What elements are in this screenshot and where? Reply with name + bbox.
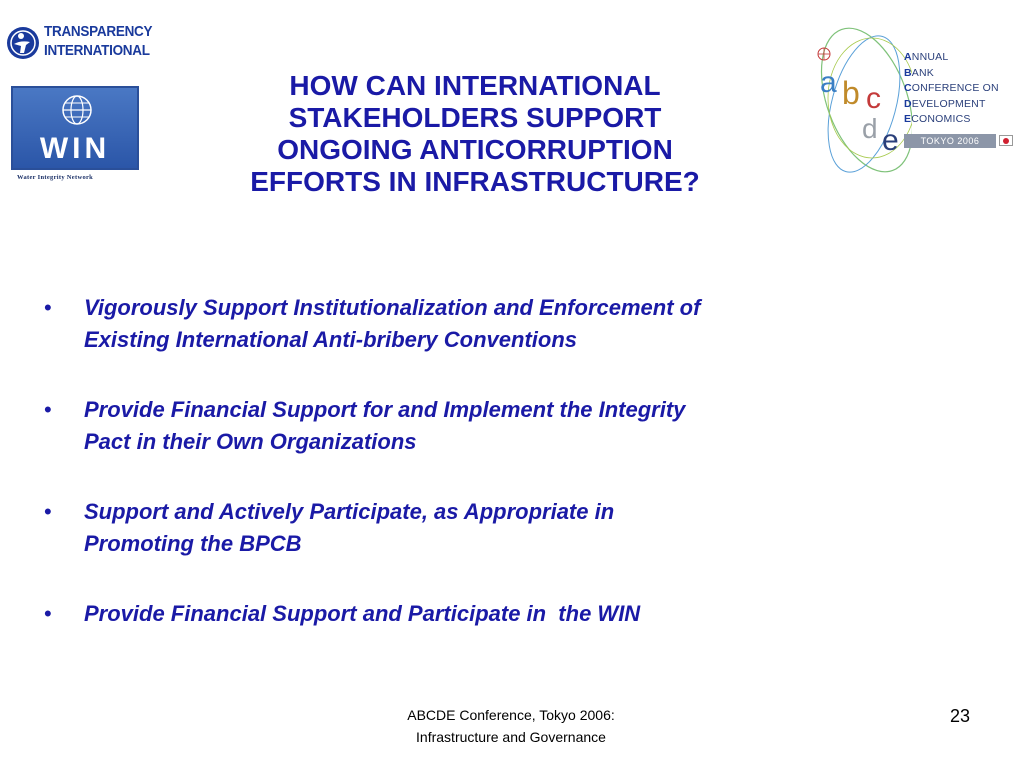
abcde-word-bank: BANK	[904, 66, 934, 79]
bullet-text	[84, 292, 944, 356]
abcde-letter-d: d	[862, 113, 878, 144]
win-logo-caption: Water Integrity Network	[17, 174, 94, 181]
abcde-letter-e: e	[882, 124, 899, 157]
bullet-line: Existing International Anti-bribery Conventions	[84, 327, 578, 352]
bullet-marker: •	[44, 295, 52, 320]
abcde-word-conference: CONFERENCE ON	[904, 82, 999, 94]
japan-flag-icon	[999, 135, 1013, 146]
bullet-item	[44, 292, 944, 356]
bullet-text	[84, 394, 944, 458]
ti-logo-line1: TRANSPARENCY	[44, 23, 153, 40]
abcde-letters-art	[812, 20, 912, 188]
bullet-text	[84, 496, 944, 560]
transparency-international-logo	[6, 20, 166, 72]
ti-logo-line2: INTERNATIONAL	[44, 42, 150, 59]
globe-icon	[61, 94, 93, 126]
bullet-marker: •	[44, 499, 52, 524]
bullet-text	[84, 598, 944, 630]
bullet-line: Provide Financial Support for and Implement the Integrity	[84, 397, 686, 422]
globe-person-icon	[6, 26, 40, 60]
abcde-letter-c: c	[866, 82, 881, 115]
tokyo-badge: TOKYO 2006	[904, 134, 996, 148]
abcde-letter-a: a	[820, 66, 837, 99]
bullet-item	[44, 598, 944, 630]
bullet-item	[44, 394, 944, 458]
title-line: HOW CAN INTERNATIONAL	[289, 70, 661, 101]
bullet-list	[44, 292, 944, 668]
bullet-line: Vigorously Support Institutionalization and Enforcement of	[84, 295, 701, 320]
bullet-line: Pact in their Own Organizations	[84, 429, 417, 454]
slide-title	[190, 70, 760, 198]
abcde-logo	[812, 20, 1012, 188]
win-logo-box	[11, 86, 139, 170]
bullet-item	[44, 496, 944, 560]
abcde-letter-b: b	[842, 75, 860, 111]
ti-logo-text	[44, 22, 152, 60]
slide-footer	[356, 704, 666, 748]
footer-line1: ABCDE Conference, Tokyo 2006:	[407, 707, 615, 723]
title-line: STAKEHOLDERS SUPPORT	[288, 102, 662, 133]
abcde-word-economics: ECONOMICS	[904, 113, 971, 125]
win-logo	[11, 86, 141, 184]
abcde-word-development: DEVELOPMENT	[904, 97, 986, 110]
bullet-line: Provide Financial Support and Participate in the WIN	[84, 601, 641, 626]
win-logo-word: WIN	[39, 132, 111, 165]
title-line: ONGOING ANTICORRUPTION	[277, 134, 673, 165]
bullet-line: Promoting the BPCB	[84, 531, 302, 556]
bullet-marker: •	[44, 397, 52, 422]
bullet-marker: •	[44, 601, 52, 626]
abcde-word-annual: ANNUAL	[904, 51, 949, 63]
bullet-line: Support and Actively Participate, as Appropriate in	[84, 499, 615, 524]
abcde-words	[904, 50, 999, 128]
page-number: 23	[949, 706, 970, 726]
title-line: EFFORTS IN INFRASTRUCTURE?	[250, 166, 700, 197]
footer-line2: Infrastructure and Governance	[416, 729, 606, 745]
